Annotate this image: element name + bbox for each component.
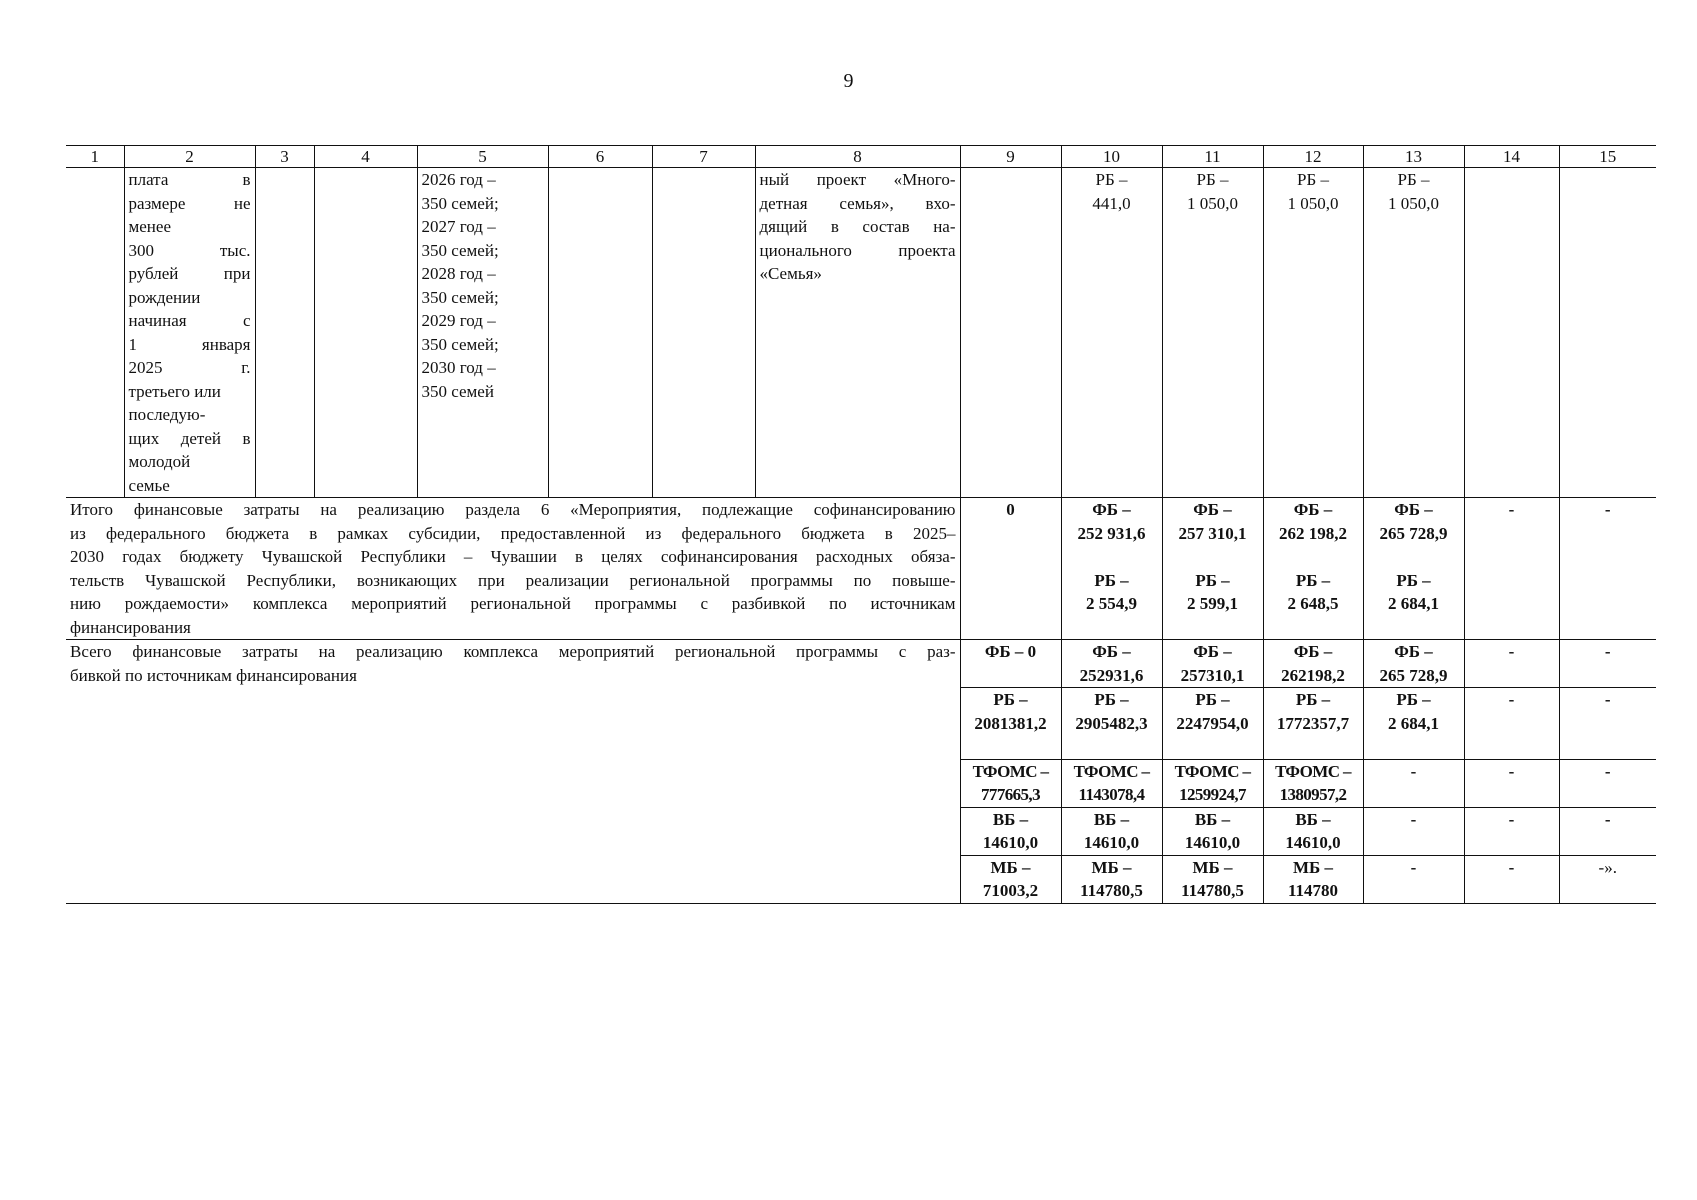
cell-col2-description (124, 168, 255, 498)
text-line: 2030 год – (421, 358, 496, 377)
itogo-col13 (1363, 498, 1464, 640)
text-line: 71003,2 (982, 881, 1039, 900)
text-line: РБ – (1297, 170, 1329, 189)
text-line: 2 554,9 (1086, 594, 1137, 613)
vsego-vb-col11 (1162, 807, 1263, 855)
text-line: 350 семей; (421, 193, 499, 213)
text-line: семье (128, 475, 170, 495)
text-line: 1 050,0 (1388, 193, 1439, 213)
vsego-rb-col11 (1162, 688, 1263, 760)
text-line: 1 января (128, 334, 251, 354)
itogo-col12 (1263, 498, 1363, 640)
text-line: размере не (128, 193, 251, 213)
vsego-mb-col14: - (1464, 855, 1559, 903)
spacer (1167, 545, 1259, 569)
text-line: ФБ – (1293, 642, 1333, 661)
cell-col9 (960, 168, 1061, 498)
header-cell: 13 (1363, 146, 1464, 168)
text-line: плата в (128, 170, 251, 189)
vsego-fb-col9 (960, 640, 1061, 688)
vsego-tfoms-col13: - (1363, 759, 1464, 807)
text-line: ФБ – (1394, 500, 1433, 519)
vsego-mb-col15: -». (1559, 855, 1656, 903)
text-line: РБ – (993, 690, 1028, 709)
text-line: 262 198,2 (1279, 523, 1347, 543)
spacer (1268, 545, 1359, 569)
text-line: РБ – (1094, 690, 1129, 709)
vsego-fb-col15: - (1559, 640, 1656, 688)
text-line: 300 тыс. (128, 240, 251, 260)
text-line: 2026 год – (421, 170, 496, 189)
vsego-fb-col14: - (1464, 640, 1559, 688)
vsego-vb-col13: - (1363, 807, 1464, 855)
header-cell: 7 (652, 146, 755, 168)
text-line: ФБ – (1092, 500, 1131, 519)
header-cell: 9 (960, 146, 1061, 168)
text-line: 350 семей; (421, 287, 499, 307)
text-line: тельств Чувашской Республики, возникающих при реализации региональной программы по повыше- (70, 570, 956, 590)
itogo-col10 (1061, 498, 1162, 640)
cell-col8-project (755, 168, 960, 498)
text-line: 14610,0 (982, 833, 1039, 852)
vsego-rb-col13 (1363, 688, 1464, 760)
header-cell: 14 (1464, 146, 1559, 168)
text-line: 2081381,2 (974, 713, 1047, 733)
text-line: МБ – (990, 857, 1031, 877)
text-line: 441,0 (1092, 193, 1131, 213)
text-line: 1772357,7 (1276, 713, 1350, 733)
cell-col12-amount (1263, 168, 1363, 498)
vsego-label (66, 640, 960, 904)
text-line: 262198,2 (1281, 665, 1345, 685)
text-line: «Семья» (759, 264, 822, 283)
text-line: МБ – (1192, 857, 1233, 877)
cell-col5-targets (417, 168, 548, 498)
text-line: 14610,0 (1285, 833, 1341, 852)
itogo-col9: 0 (960, 498, 1061, 640)
vsego-tfoms-col15: - (1559, 759, 1656, 807)
text-line: ТФОМС – (1275, 761, 1351, 781)
header-cell: 2 (124, 146, 255, 168)
text-line: ВБ – (992, 809, 1029, 829)
vsego-tfoms-col14: - (1464, 759, 1559, 807)
page-number: 9 (843, 70, 854, 92)
header-cell: 15 (1559, 146, 1656, 168)
header-cell: 8 (755, 146, 960, 168)
text-line: рублей при (128, 264, 251, 283)
vsego-mb-col10 (1061, 855, 1162, 903)
text-line: 257 310,1 (1178, 523, 1247, 543)
text-line: РБ – (1095, 170, 1128, 189)
text-line: нию рождаемости» комплекса мероприятий региональной программы с разбивкой по источникам (70, 594, 956, 613)
text-line: ТФОМС – (972, 761, 1049, 781)
header-cell: 10 (1061, 146, 1162, 168)
text-line: последую- (128, 405, 206, 424)
vsego-vb-col10 (1061, 807, 1162, 855)
text-line: рождении (128, 287, 201, 307)
text-line: ционального проекта (759, 240, 956, 260)
vsego-tfoms-col11 (1162, 759, 1263, 807)
text-line: 252931,6 (1079, 665, 1144, 685)
vsego-vb-col15: - (1559, 807, 1656, 855)
vsego-mb-col13: - (1363, 855, 1464, 903)
text-line: 777665,3 (981, 785, 1040, 804)
text-line: ФБ – (1193, 642, 1232, 661)
text-line: 2247954,0 (1176, 713, 1249, 733)
vsego-tfoms-col10 (1061, 759, 1162, 807)
text-line: 265 728,9 (1379, 523, 1448, 543)
text-line: 350 семей; (421, 240, 499, 260)
itogo-row (66, 498, 1656, 640)
text-line: 2905482,3 (1075, 713, 1148, 733)
text-line: 1 050,0 (1287, 193, 1339, 213)
text-line: ВБ – (1194, 809, 1231, 829)
header-row (66, 146, 1656, 168)
text-line: 2 648,5 (1287, 594, 1339, 613)
cell-col6 (548, 168, 652, 498)
text-line: 1259924,7 (1179, 785, 1246, 804)
measure-row (66, 168, 1656, 498)
text-line: ФБ – (1092, 642, 1131, 661)
text-line: 2030 годах бюджету Чувашской Республики – Чувашии в целях софинансирования расходных обяза- (70, 547, 956, 566)
text-line: начиная с (128, 311, 251, 330)
text-line: 257310,1 (1180, 665, 1245, 685)
text-line: 2027 год – (421, 217, 496, 236)
spacer (965, 735, 1057, 759)
text-line: 350 семей (421, 381, 494, 401)
vsego-rb-col14: - (1464, 688, 1559, 760)
text-line: молодой (128, 452, 191, 471)
text-line: МБ – (1091, 857, 1132, 877)
text-line: 2 599,1 (1187, 594, 1238, 613)
vsego-fb-col12 (1263, 640, 1363, 688)
text-line: 14610,0 (1184, 833, 1241, 852)
vsego-fb-col11 (1162, 640, 1263, 688)
vsego-tfoms-col9 (960, 759, 1061, 807)
text-line: 2 684,1 (1388, 713, 1439, 733)
itogo-col15: - (1559, 498, 1656, 640)
text-line: МБ – (1292, 857, 1334, 877)
header-cell: 4 (314, 146, 417, 168)
text-line: ВБ – (1295, 809, 1331, 829)
text-line: 265 728,9 (1379, 665, 1448, 685)
header-cell: 1 (66, 146, 124, 168)
text-line: ФБ – (1293, 500, 1333, 519)
vsego-fb-col10 (1061, 640, 1162, 688)
text-line: 2 684,1 (1388, 594, 1439, 613)
text-line: РБ – (1195, 690, 1230, 709)
header-cell: 12 (1263, 146, 1363, 168)
text-line: РБ – (1094, 570, 1129, 590)
text-line: 14610,0 (1083, 833, 1140, 852)
cell-col14 (1464, 168, 1559, 498)
cell-col1 (66, 168, 124, 498)
vsego-rb-col10 (1061, 688, 1162, 760)
cell-col4 (314, 168, 417, 498)
vsego-vb-col14: - (1464, 807, 1559, 855)
header-cell: 3 (255, 146, 314, 168)
text-line: ТФОМС – (1073, 761, 1150, 781)
text-line: детная семья», вхо- (759, 193, 956, 213)
cell-col11-amount (1162, 168, 1263, 498)
text-line: менее (128, 217, 171, 236)
header-cell: 6 (548, 146, 652, 168)
text-line: щих детей в (128, 428, 251, 448)
header-cell: 5 (417, 146, 548, 168)
text-line: дящий в состав на- (759, 217, 956, 236)
vsego-vb-col9 (960, 807, 1061, 855)
header-cell: 11 (1162, 146, 1263, 168)
text-line: бивкой по источникам финансирования (70, 665, 357, 685)
text-line: ВБ – (1093, 809, 1130, 829)
vsego-rb-col12 (1263, 688, 1363, 760)
text-line: ТФОМС – (1174, 761, 1251, 781)
text-line: РБ – (1397, 170, 1430, 189)
vsego-row-fb (66, 640, 1656, 688)
cell-col13-amount (1363, 168, 1464, 498)
text-line: Итого финансовые затраты на реализацию раздела 6 «Мероприятия, подлежащие софинансированию (70, 500, 956, 519)
itogo-label (66, 498, 960, 640)
vsego-rb-col15: - (1559, 688, 1656, 760)
text-line: РБ – (1396, 690, 1431, 709)
cell-col7 (652, 168, 755, 498)
vsego-mb-col11 (1162, 855, 1263, 903)
text-line: третьего или (128, 381, 221, 401)
cell-col10-amount (1061, 168, 1162, 498)
text-line: РБ – (1396, 570, 1431, 590)
vsego-tfoms-col12 (1263, 759, 1363, 807)
vsego-fb-col13 (1363, 640, 1464, 688)
text-line: Всего финансовые затраты на реализацию комплекса мероприятий региональной программы с раз- (70, 642, 956, 661)
vsego-mb-col12 (1263, 855, 1363, 903)
text-line: 114780,5 (1080, 881, 1143, 900)
text-line: 114780,5 (1181, 881, 1244, 900)
text-line: 2025 г. (128, 358, 251, 377)
text-line: 1380957,2 (1279, 785, 1347, 804)
text-line: РБ – (1295, 570, 1331, 590)
text-line: ФБ – (1193, 500, 1232, 519)
budget-table (66, 145, 1656, 904)
text-line: ФБ – 0 (984, 642, 1037, 661)
text-line: 2028 год – (421, 264, 496, 283)
itogo-col14: - (1464, 498, 1559, 640)
cell-col15 (1559, 168, 1656, 498)
text-line: 350 семей; (421, 334, 499, 354)
text-line: 252 931,6 (1077, 523, 1146, 543)
text-line: РБ – (1195, 570, 1230, 590)
text-line: финансирования (70, 617, 191, 637)
vsego-vb-col12 (1263, 807, 1363, 855)
text-line: 1143078,4 (1078, 785, 1145, 804)
vsego-rb-col9 (960, 688, 1061, 760)
text-line: ФБ – (1394, 642, 1433, 661)
text-line: 114780 (1287, 881, 1339, 900)
text-line: из федерального бюджета в рамках субсидии, предоставленной из федерального бюджета в 2025– (70, 523, 956, 543)
text-line: РБ – (1295, 690, 1331, 709)
text-line: 2029 год – (421, 311, 496, 330)
text-line: 1 050,0 (1187, 193, 1238, 213)
text-line: ный проект «Много- (759, 170, 956, 189)
cell-col3 (255, 168, 314, 498)
spacer (1066, 545, 1158, 569)
itogo-col11 (1162, 498, 1263, 640)
spacer (1368, 545, 1460, 569)
text-line: РБ – (1196, 170, 1229, 189)
vsego-mb-col9 (960, 855, 1061, 903)
